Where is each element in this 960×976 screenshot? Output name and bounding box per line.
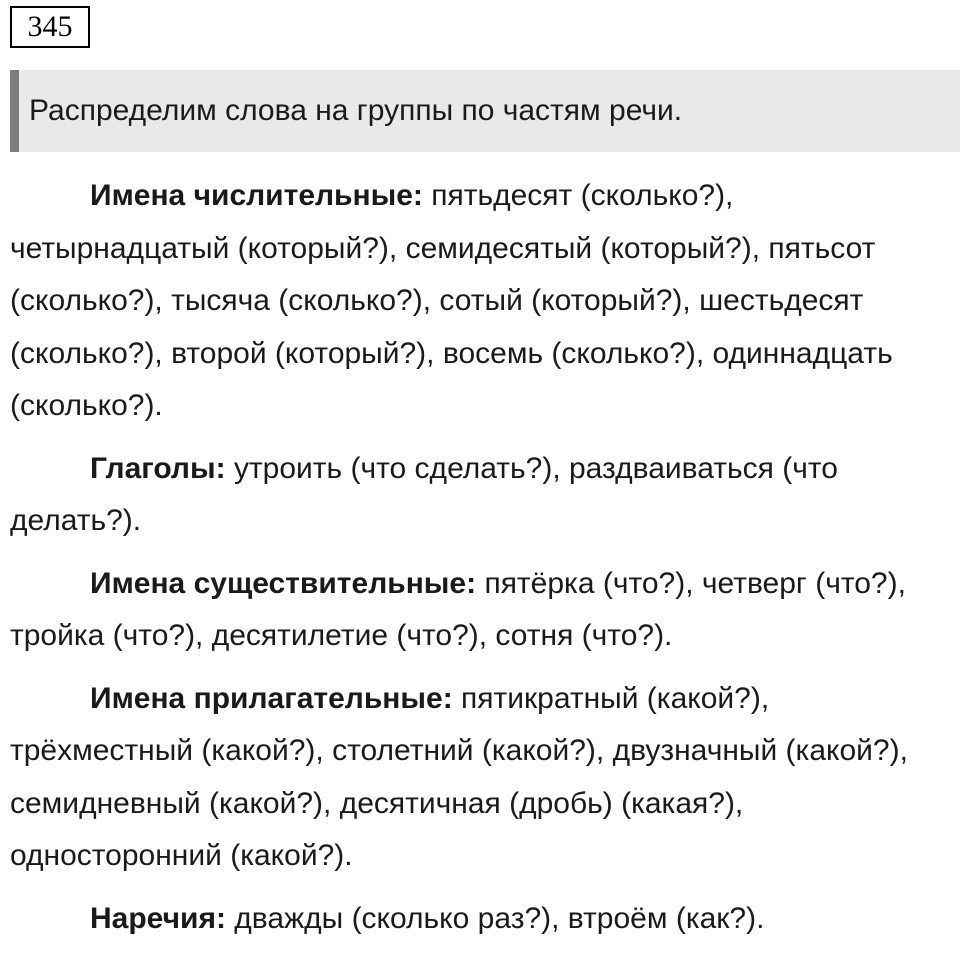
group-words: пятёрка (что?), четверг (что?), тройка (что?), десятилетие (что?), сотня (что?). — [10, 566, 906, 652]
group-adjectives — [10, 673, 954, 883]
task-number-box: 345 — [10, 6, 90, 48]
group-term: Наречия: — [90, 901, 226, 935]
intro-text: Распределим слова на группы по частям речи. — [29, 94, 683, 127]
intro-banner — [10, 70, 960, 152]
group-words: дважды (сколько раз?), втроём (как?). — [225, 901, 765, 935]
group-words: пятьдесят (сколько?), четырнадцатый (который?), семидесятый (который?), пятьсот (сколько?), тысяча (сколько?), сотый (который?), шестьдесят (сколько?), второй (который?), восемь (сколько?), одиннадцать (сколько?). — [10, 179, 893, 422]
group-term: Имена прилагательные: — [90, 681, 453, 715]
answer-content — [10, 170, 954, 945]
group-term: Имена существительные: — [90, 566, 477, 600]
group-term: Имена числительные: — [90, 179, 423, 212]
group-words: утроить (что сделать?), раздваиваться (что делать?). — [10, 451, 838, 537]
group-numerals — [10, 170, 954, 433]
group-verbs — [10, 443, 954, 548]
group-nouns — [10, 558, 954, 663]
group-term: Глаголы: — [90, 451, 226, 485]
group-words: пятикратный (какой?), трёхместный (какой?), столетний (какой?), двузначный (какой?), семидневный (какой?), десятичная (дробь) (какая?), односторонний (какой?). — [10, 681, 908, 872]
group-adverbs — [10, 893, 954, 946]
